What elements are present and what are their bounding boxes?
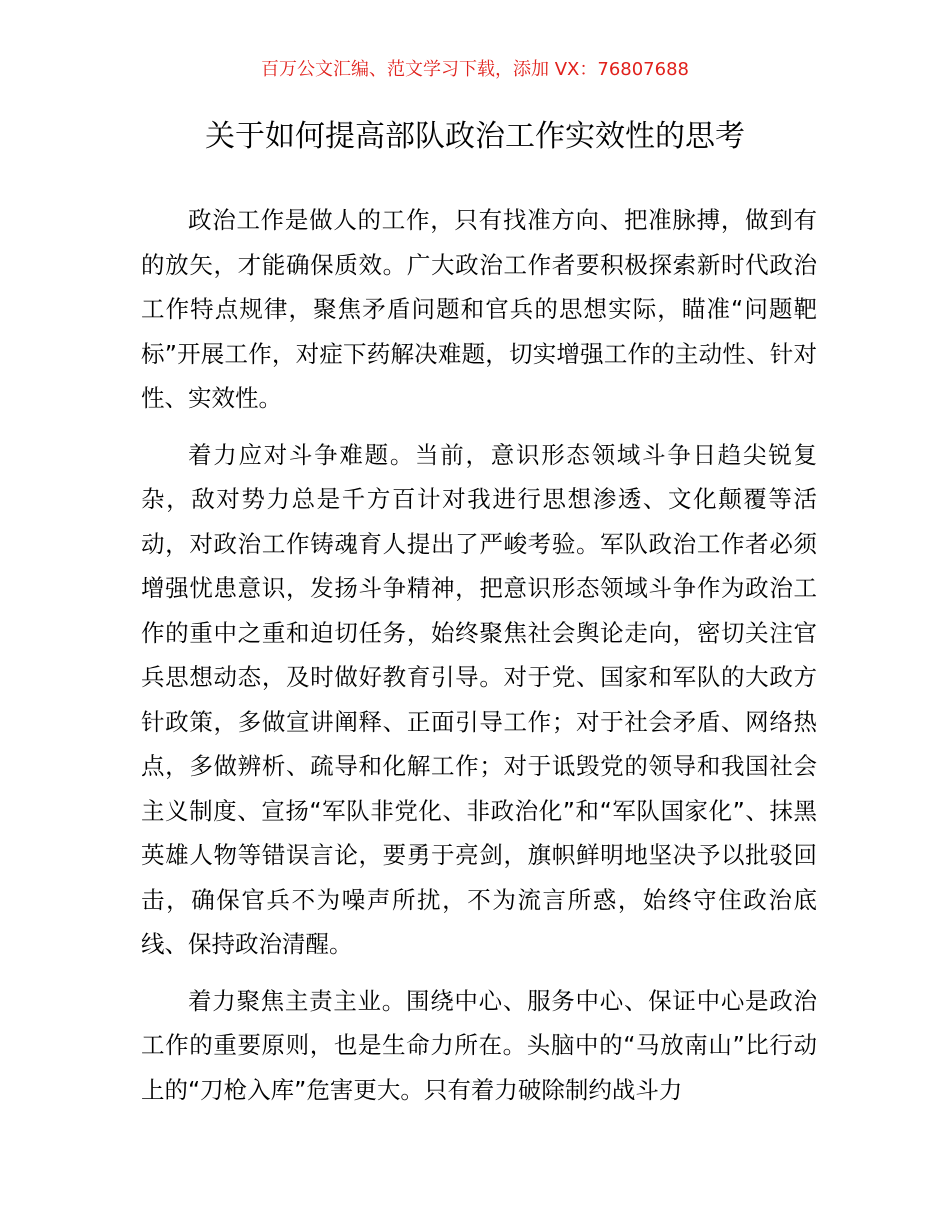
document-title: 关于如何提高部队政治工作实效性的思考 [205, 119, 745, 154]
watermark-banner: 百万公文汇编、范文学习下载，添加 VX：76807688 [261, 59, 689, 80]
document-body [141, 198, 817, 1124]
paragraph-intro: 政治工作是做人的工作，只有找准方向、把准脉搏，做到有的放矢，才能确保质效。广大政治工作者要积极探索新时代政治工作特点规律，聚焦矛盾问题和官兵的思想实际，瞄准“问题靶标”开展工作，对症下药解决难题，切实增强工作的主动性、针对性、实效性。 [141, 206, 817, 412]
paragraph-main-duty: 着力聚焦主责主业。围绕中心、服务中心、保证中心是政治工作的重要原则，也是生命力所在。头脑中的“马放南山”比行动上的“刀枪入库”危害更大。只有着力破除制约战斗力 [141, 986, 817, 1104]
paragraph-struggle: 着力应对斗争难题。当前，意识形态领域斗争日趋尖锐复杂，敌对势力总是千方百计对我进行思想渗透、文化颠覆等活动，对政治工作铸魂育人提出了严峻考验。军队政治工作者必须增强忧患意识，发扬斗争精神，把意识形态领域斗争作为政治工作的重中之重和迫切任务，始终聚焦社会舆论走向，密切关注官兵思想动态，及时做好教育引导。对于党、国家和军队的大政方针政策，多做宣讲阐释、正面引导工作；对于社会矛盾、网络热点，多做辨析、疏导和化解工作；对于诋毁党的领导和我国社会主义制度、宣扬“军队非党化、非政治化”和“军队国家化”、抹黑英雄人物等错误言论，要勇于亮剑，旗帜鲜明地坚决予以批驳回击，确保官兵不为噪声所扰，不为流言所惑，始终守住政治底线、保持政治清醒。 [141, 440, 817, 958]
